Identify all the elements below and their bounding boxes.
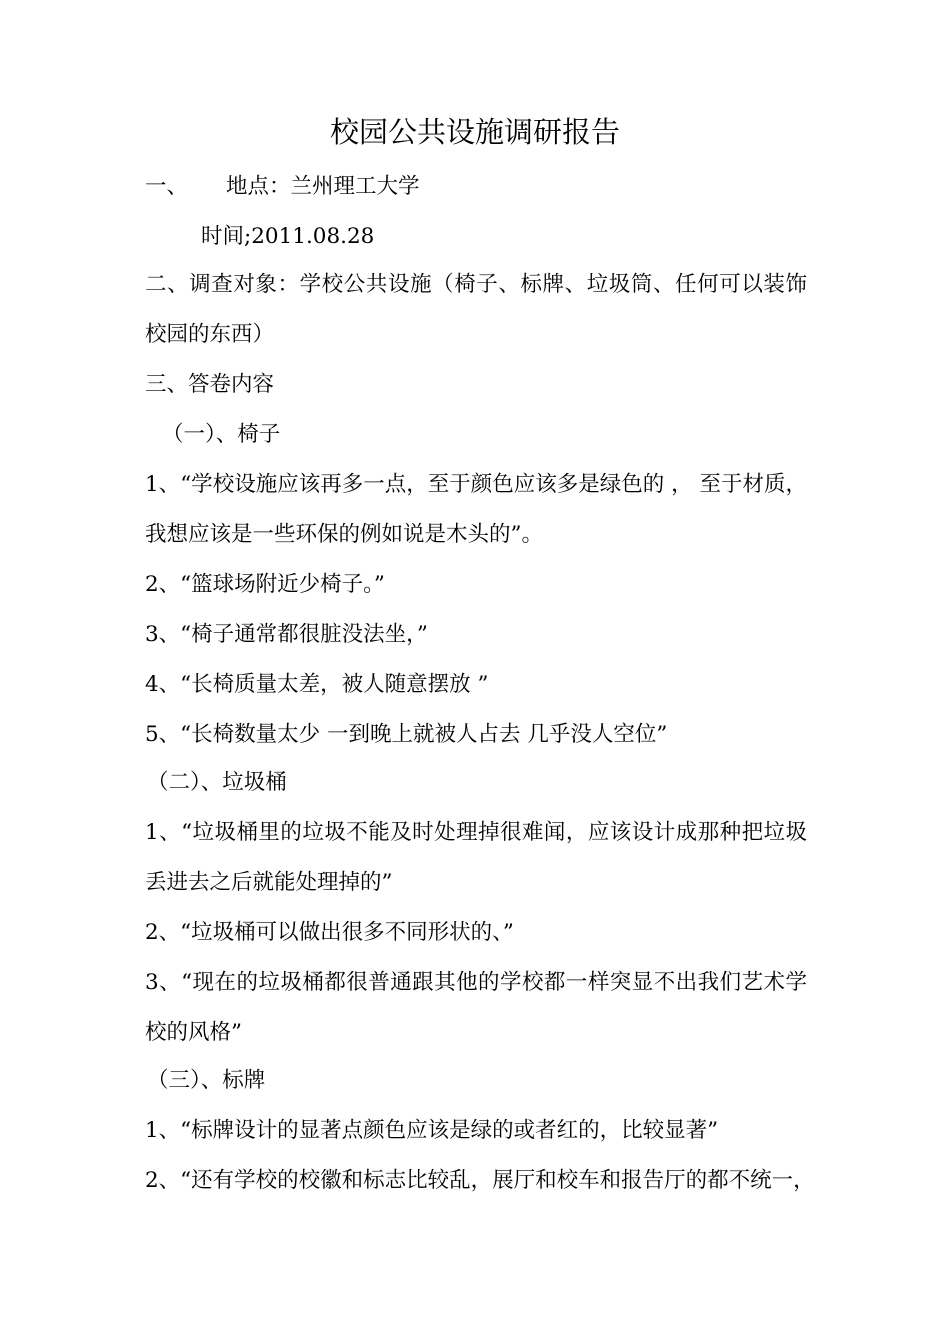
chairs-item5: 5、“长椅数量太少 一到晚上就被人占去 几乎没人空位” xyxy=(145,722,668,747)
chairs-item1-line2: 我想应该是一些环保的例如说是木头的”。 xyxy=(145,522,543,547)
section1-location: 地点：兰州理工大学 xyxy=(226,174,420,199)
signs-heading: （三）、标牌 xyxy=(147,1068,266,1093)
section1-number: 一、 xyxy=(145,174,189,199)
chairs-heading: （一）、椅子 xyxy=(162,422,281,447)
signs-item1: 1、“标牌设计的显著点颜色应该是绿的或者红的，比较显著” xyxy=(145,1118,719,1143)
section2-line2: 校园的东西） xyxy=(145,322,275,347)
signs-item2: 2、“还有学校的校徽和标志比较乱，展厅和校车和报告厅的都不统一， xyxy=(145,1168,815,1193)
chairs-item4: 4、“长椅质量太差，被人随意摆放 ” xyxy=(145,672,489,697)
chairs-item1-line1: 1、“学校设施应该再多一点，至于颜色应该多是绿色的 ， 至于材质， xyxy=(145,472,807,497)
chairs-item3: 3、“椅子通常都很脏没法坐，” xyxy=(145,622,428,647)
document-title: 校园公共设施调研报告 xyxy=(329,115,620,149)
trash-bins-item3-line2: 校的风格” xyxy=(145,1020,242,1045)
trash-bins-item2: 2、“垃圾桶可以做出很多不同形状的、” xyxy=(145,920,514,945)
section3-heading: 三、答卷内容 xyxy=(145,372,275,397)
chairs-item2: 2、“篮球场附近少椅子。” xyxy=(145,572,385,597)
trash-bins-heading: （二）、垃圾桶 xyxy=(147,770,287,795)
section2-line1: 二、调查对象：学校公共设施（椅子、标牌、垃圾筒、任何可以装饰 xyxy=(145,272,807,297)
trash-bins-item3-line1: 3、“现在的垃圾桶都很普通跟其他的学校都一样突显不出我们艺术学 xyxy=(145,970,807,995)
trash-bins-item1-line1: 1、“垃圾桶里的垃圾不能及时处理掉很难闻，应该设计成那种把垃圾 xyxy=(145,820,807,845)
section1-time: 时间;2011.08.28 xyxy=(201,224,375,249)
section1-location-line xyxy=(145,172,420,202)
trash-bins-item1-line2: 丢进去之后就能处理掉的” xyxy=(145,870,393,895)
